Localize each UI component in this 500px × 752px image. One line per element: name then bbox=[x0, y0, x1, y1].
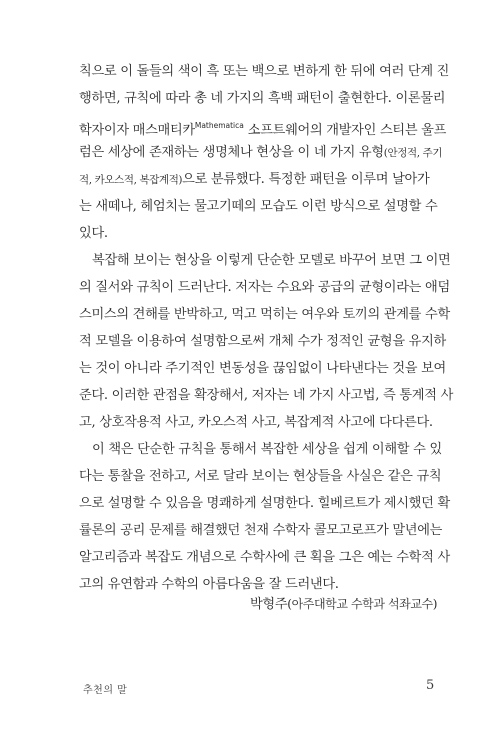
author-signature bbox=[250, 594, 437, 615]
body-line: 적 모델을 이용하여 설명함으로써 개체 수가 정적인 균형을 유지하 bbox=[79, 334, 446, 349]
body-line: 다는 통찰을 전하고, 서로 달라 보이는 현상들을 사실은 같은 규칙 bbox=[79, 469, 442, 484]
body-line: 의 질서와 규칙이 드러난다. 저자는 수요와 공급의 균형이라는 애덤 bbox=[79, 280, 450, 295]
body-line: 는 것이 아니라 주기적인 변동성을 끊임없이 나타낸다는 것을 보여 bbox=[79, 361, 446, 376]
paragraph-first-line: 이 책은 단순한 규칙을 통해서 복잡한 세상을 쉽게 이해할 수 있 bbox=[92, 442, 442, 457]
body-line: 있다. bbox=[79, 226, 108, 241]
body-line: 칙으로 이 돌들의 색이 흑 또는 백으로 변하게 한 뒤에 여러 단계 진 bbox=[79, 64, 450, 79]
body-line: 럼은 세상에 존재하는 생명체나 현상을 이 네 가지 유형(안정적, 주기 bbox=[79, 145, 443, 160]
body-line: 행하면, 규칙에 따라 총 네 가지의 흑백 패턴이 출현한다. 이론물리 bbox=[79, 91, 446, 106]
body-line: 스미스의 견해를 반박하고, 먹고 먹히는 여우와 토끼의 관계를 수학 bbox=[79, 307, 450, 322]
body-line: 률론의 공리 문제를 해결했던 천재 수학자 콜모고로프가 말년에는 bbox=[79, 523, 443, 538]
body-line: 으로 설명할 수 있음을 명쾌하게 설명한다. 힐베르트가 제시했던 확 bbox=[79, 496, 450, 511]
body-line: 적, 카오스적, 복잡계적)으로 분류했다. 특정한 패턴을 이루며 날아가 bbox=[79, 172, 430, 187]
paragraph-first-line: 복잡해 보이는 현상을 이렇게 단순한 모델로 바꾸어 보면 그 이면 bbox=[92, 253, 451, 268]
body-line: 는 새떼나, 헤엄치는 물고기떼의 모습도 이런 방식으로 설명할 수 bbox=[79, 199, 438, 214]
superscript-note: Mathematica bbox=[194, 121, 244, 130]
author-affiliation: (아주대학교 수학과 석좌교수) bbox=[287, 597, 437, 611]
body-line: 고, 상호작용적 사고, 카오스적 사고, 복잡계적 사고에 다다른다. bbox=[79, 415, 433, 430]
body-line: 준다. 이러한 관점을 확장해서, 저자는 네 가지 사고법, 즉 통계적 사 bbox=[79, 388, 454, 403]
body-line: 고의 유연함과 수학의 아름다움을 잘 드러낸다. bbox=[79, 577, 339, 592]
author-name: 박형주 bbox=[249, 597, 288, 612]
body-line: 학자이자 매스매티카$^{Mathematica}$ 소프트웨어의 개발자인 스티븐 울프 bbox=[79, 121, 447, 138]
body-line: 알고리즘과 복잡도 개념으로 수학사에 큰 획을 그은 예는 수학적 사 bbox=[79, 550, 450, 565]
page-number: 5 bbox=[426, 678, 435, 693]
running-footer-section: 추천의 말 bbox=[83, 685, 128, 696]
